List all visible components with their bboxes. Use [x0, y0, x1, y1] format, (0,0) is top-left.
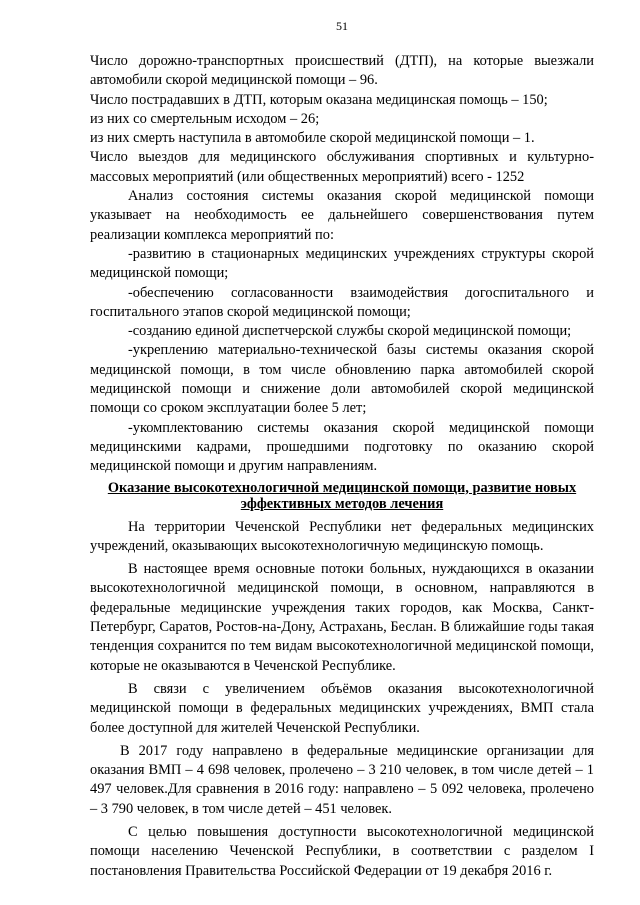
body-paragraph: В 2017 году направлено в федеральные медицинские организации для оказания ВМП – 4 698 человек, пролечено – 3 210 человек, в том числе детей – 1 497 человек.Для сравнения в 2016 году: направлено – 5 092 человека, пролечено – 3 790 человек, в том числе детей – 451 человек.: [90, 742, 594, 817]
bullet-item: -укомплектованию системы оказания скорой медицинской помощи медицинскими кадрами, прошедшими подготовку по оказанию скорой медицинской помощи и другим направлениям.: [90, 419, 594, 475]
body-paragraph: В связи с увеличением объёмов оказания высокотехнологичной медицинской помощи в федеральных медицинских учреждениях, ВМП стала более доступной для жителей Чеченской Республики.: [90, 680, 594, 736]
body-paragraph: На территории Чеченской Республики нет федеральных медицинских учреждений, оказывающих высокотехнологичную медицинскую помощь.: [90, 518, 594, 554]
page-number: 51: [336, 19, 348, 33]
body-paragraph: С целью повышения доступности высокотехнологичной медицинской помощи населению Чеченской Республики, в соответствии с разделом I постановления Правительства Российской Федерации от 19 декабря 2016 г.: [90, 823, 594, 879]
bullet-item: -укреплению материально-технической базы системы оказания скорой медицинской помощи, в том числе обновлению парка автомобилей скорой медицинской помощи и снижение доли автомобилей скорой медицинской помощи со сроком эксплуатации более 5 лет;: [90, 342, 594, 417]
section-heading-line: эффективных методов лечения: [240, 495, 444, 512]
intro-line: Число дорожно-транспортных происшествий (ДТП), на которые выезжали автомобили скорой медицинской помощи – 96.: [90, 53, 594, 89]
bullet-item: -обеспечению согласованности взаимодействия догоспитального и госпитального этапов скорой медицинской помощи;: [90, 284, 594, 320]
section-heading: [90, 480, 594, 512]
section-heading-line: Оказание высокотехнологичной медицинской помощи, развитие новых: [107, 479, 577, 496]
body-paragraph: В настоящее время основные потоки больных, нуждающихся в оказании высокотехнологичной медицинской помощи, в основном, направляются в федеральные медицинские учреждения таких городов, как Москва, Санкт-Петербург, Саратов, Ростов-на-Дону, Астрахань, Беслан. В ближайшие годы такая тенденция сохранится по тем видам высокотехнологичной медицинской помощи, которые не оказываются в Чеченской Республике.: [90, 561, 594, 674]
bullet-item: -созданию единой диспетчерской службы скорой медицинской помощи;: [128, 323, 572, 340]
intro-line: Число выездов для медицинского обслуживания спортивных и культурно-массовых мероприятий (или общественных мероприятий) всего - 1252: [90, 149, 594, 185]
analysis-paragraph: Анализ состояния системы оказания скорой медицинской помощи указывает на необходимость ее дальнейшего совершенствования путем реализации комплекса мероприятий по:: [90, 188, 594, 243]
intro-line: из них смерть наступила в автомобиле скорой медицинской помощи – 1.: [90, 130, 535, 147]
intro-line: из них со смертельным исходом – 26;: [90, 110, 320, 127]
bullet-item: -развитию в стационарных медицинских учреждениях структуры скорой медицинской помощи;: [90, 245, 594, 282]
intro-line: Число пострадавших в ДТП, которым оказана медицинская помощь – 150;: [90, 91, 548, 108]
